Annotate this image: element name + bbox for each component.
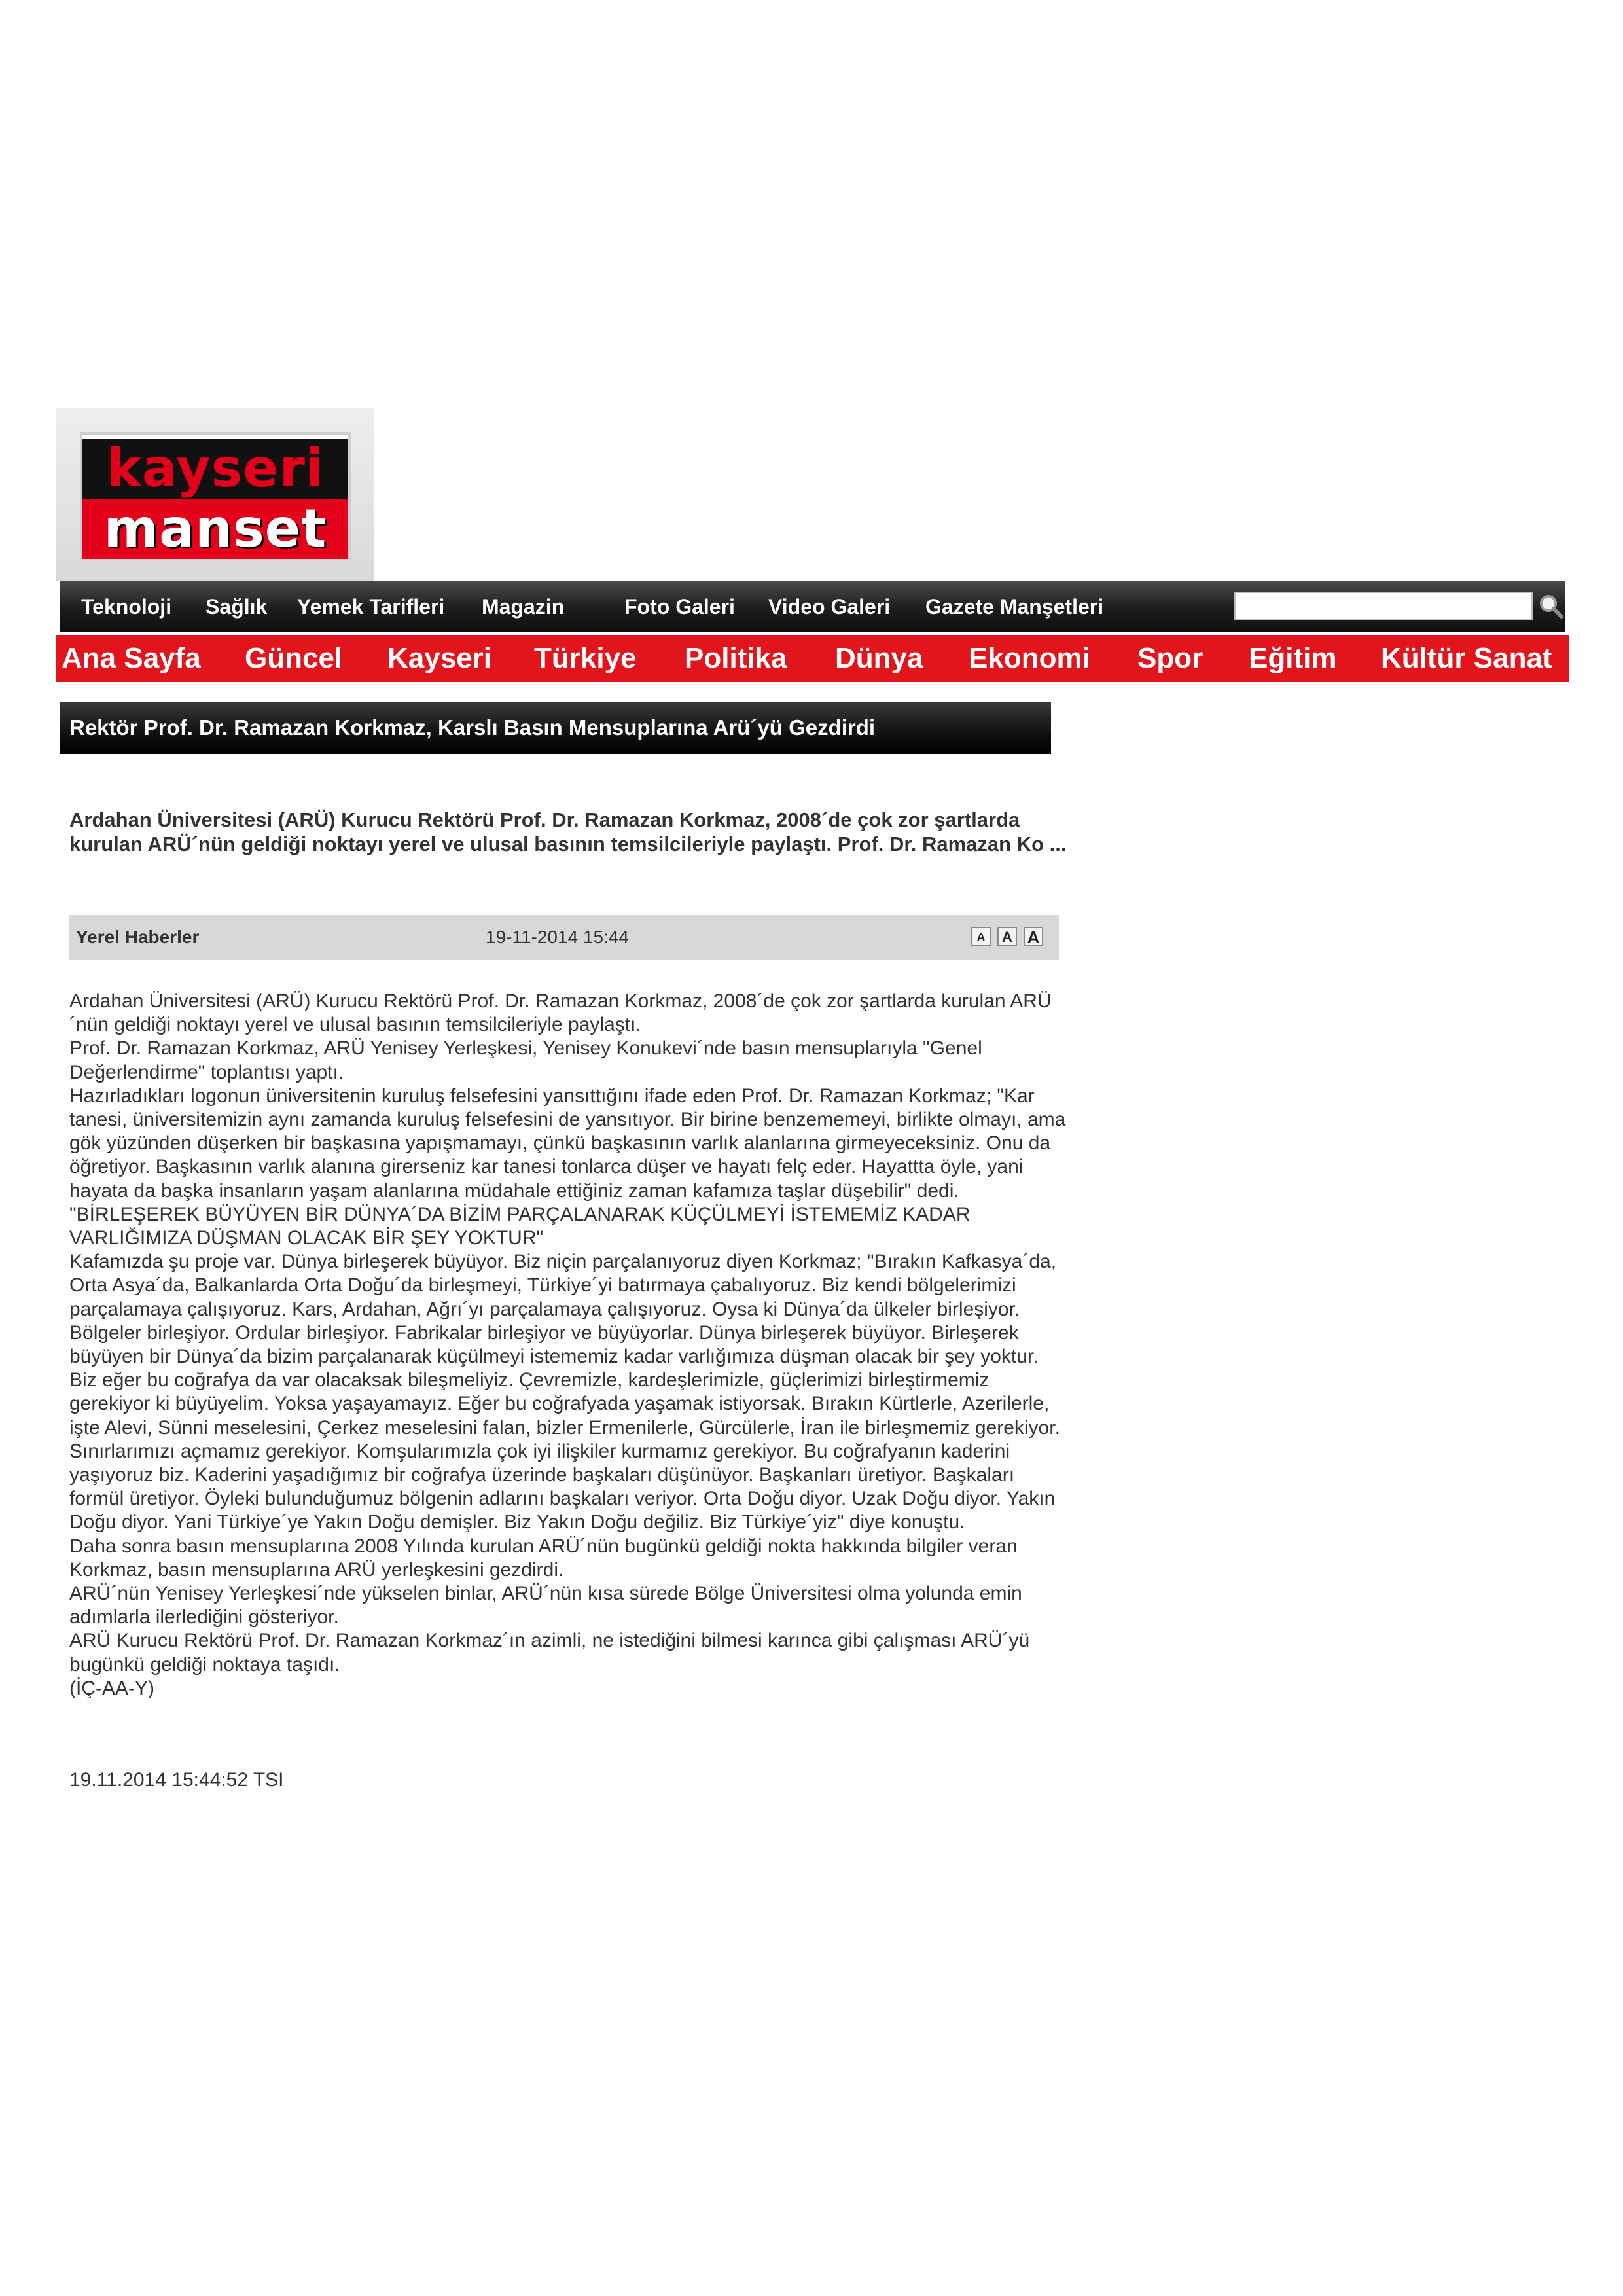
logo-text-manset: manset [103, 498, 327, 559]
article-paragraph: Hazırladıkları logonun üniversitenin kuruluş felsefesini yansıttığını ifade eden Prof. Dr. Ramazan Korkmaz; "Kar tanesi, üniversitemizin aynı zamanda kuruluş felsefesini de yansıtıyor. Bir birine benzememeyi, birlikte olmayı, ama gök yüzünden düşerken bir başkasına yapışmamayı, çünkü başkasının varlık alanlarına girmeyeceksiniz. Onu da öğretiyor. Başkasının varlık alanına girerseniz kar tanesi tonlarca düşer ve hayatı felç eder. Hayattta öyle, yani hayata da başka insanların yaşam alanlarına müdahale ettiğiniz zaman kafamıza taşlar düşebilir" dedi. [69, 1085, 1066, 1202]
top-nav-item-video-galeri[interactable]: Video Galeri [768, 595, 891, 619]
article-paragraph: "BİRLEŞEREK BÜYÜYEN BİR DÜNYA´DA BİZİM PARÇALANARAK KÜÇÜLMEYİ İSTEMEMİZ KADAR VARLIĞIMIZA DÜŞMAN OLACAK BİR ŞEY YOKTUR" [69, 1203, 971, 1249]
article-paragraph: Kafamızda şu proje var. Dünya birleşerek büyüyor. Biz niçin parçalanıyoruz diyen Korkmaz; "Bırakın Kafkasya´da, Orta Asya´da, Balkanlarda Orta Doğu´da birleşmeyi, Türkiye´yi batırmaya çabalıyoruz. Biz kendi bölgelerimizi parçalamaya çalışıyoruz. Kars, Ardahan, Ağrı´yı parçalamaya çalışıyoruz. Oysa ki Dünya´da ülkeler birleşiyor. Bölgeler birleşiyor. Ordular birleşiyor. Fabrikalar birleşiyor ve büyüyorlar. Dünya birleşerek büyüyor. Birleşerek büyüyen bir Dünya´da bizim parçalanarak küçülmeyi istememiz kadar varlığımıza düşman olacak bir şey yoktur. Biz eğer bu coğrafya da var olacaksak bileşmeliyiz. Çevremizle, kardeşlerimizle, güçlerimizi birleştirmemiz gerekiyor ki büyüyelim. Yoksa yaşayamayız. Eğer bu coğrafyada yaşamak istiyorsak. Bırakın Kürtlerle, Azerilerle, işte Alevi, Sünni meselesini, Çerkez meselesini falan, bizler Ermenilerle, Gürcülerle, İran ile birleşmemiz gerekiyor. Sınırlarımızı açmamız gerekiyor. Komşularımızla çok iyi ilişkiler kurmamız gerekiyor. Bu coğrafyanın kaderini yaşıyoruz biz. Kaderini yaşadığımız bir coğrafya üzerinde başkaları düşünüyor. Başkanları üretiyor. Başkaları formül üretiyor. Öyleki bulunduğumuz bölgenin adlarını başkaları veriyor. Orta Doğu diyor. Uzak Doğu diyor. Yakın Doğu diyor. Yani Türkiye´ye Yakın Doğu demişler. Biz Yakın Doğu değiliz. Biz Türkiye´yiz" diye konuştu. [69, 1251, 1060, 1534]
article-paragraph: Daha sonra basın mensuplarına 2008 Yılında kurulan ARÜ´nün bugünkü geldiği nokta hakkında bilgiler veran Korkmaz, basın mensuplarına ARÜ yerleşkesini gezdirdi. [69, 1535, 1018, 1581]
main-nav-item-kultur-sanat[interactable]: Kültür Sanat [1381, 642, 1552, 674]
main-nav-item-turkiye[interactable]: Türkiye [534, 642, 637, 674]
top-nav-item-teknoloji[interactable]: Teknoloji [81, 595, 172, 619]
article-date: 19-11-2014 15:44 [486, 927, 629, 947]
main-nav-item-politika[interactable]: Politika [685, 642, 787, 674]
logo-word-manset [82, 499, 348, 559]
logo-frame [80, 432, 351, 560]
font-size-medium-button[interactable]: A [997, 927, 1017, 946]
site-logo[interactable] [56, 408, 374, 581]
top-nav-item-saglik[interactable]: Sağlık [205, 595, 268, 619]
search-input[interactable] [1234, 592, 1533, 620]
article-paragraph: Ardahan Üniversitesi (ARÜ) Kurucu Rektörü Prof. Dr. Ramazan Korkmaz, 2008´de çok zor şartlarda kurulan ARÜ´nün geldiği noktayı yerel ve ulusal basının temsilcileriyle paylaştı. [69, 990, 1052, 1036]
font-size-large-button[interactable]: A [1024, 927, 1043, 946]
main-nav-item-dunya[interactable]: Dünya [835, 642, 923, 674]
top-nav-item-magazin[interactable]: Magazin [482, 595, 565, 619]
main-nav-item-spor[interactable]: Spor [1137, 642, 1204, 674]
top-nav [60, 581, 1565, 632]
main-nav-item-ana-sayfa[interactable]: Ana Sayfa [62, 642, 201, 674]
headline-bar [60, 702, 1051, 754]
font-size-small-button[interactable]: A [971, 927, 991, 946]
article-paragraph: ARÜ´nün Yenisey Yerleşkesi´nde yükselen binlar, ARÜ´nün kısa sürede Bölge Üniversitesi olma yolunda emin adımlarla ilerlediğini gösteriyor. [69, 1583, 1022, 1628]
article-timestamp: 19.11.2014 15:44:52 TSI [69, 1769, 284, 1791]
article-category[interactable]: Yerel Haberler [76, 927, 200, 947]
main-nav-item-kayseri[interactable]: Kayseri [387, 642, 492, 674]
top-nav-item-gazete-mansetleri[interactable]: Gazete Manşetleri [925, 595, 1104, 619]
logo-text-kayseri: kayseri [106, 438, 325, 499]
main-nav [56, 635, 1569, 682]
top-nav-item-yemek-tarifleri[interactable]: Yemek Tarifleri [297, 595, 445, 619]
main-nav-item-egitim[interactable]: Eğitim [1249, 642, 1337, 674]
article-body [69, 990, 1071, 1700]
top-nav-item-foto-galeri[interactable]: Foto Galeri [624, 595, 735, 619]
article-paragraph: Prof. Dr. Ramazan Korkmaz, ARÜ Yenisey Yerleşkesi, Yenisey Konukevi´nde basın mensuplarıyla "Genel Değerlendirme" toplantısı yaptı. [69, 1037, 982, 1083]
main-nav-item-ekonomi[interactable]: Ekonomi [969, 642, 1090, 674]
main-nav-item-guncel[interactable]: Güncel [245, 642, 343, 674]
search-icon[interactable] [1537, 592, 1565, 620]
article-summary: Ardahan Üniversitesi (ARÜ) Kurucu Rektörü Prof. Dr. Ramazan Korkmaz, 2008´de çok zor şartlarda kurulan ARÜ´nün geldiği noktayı yerel ve ulusal basının temsilcileriyle paylaştı. Prof. Dr. Ramazan Ko ... [69, 808, 1067, 855]
logo-word-kayseri [82, 439, 348, 499]
article-meta-bar [69, 915, 1059, 960]
article-paragraph: (İÇ-AA-Y) [69, 1677, 154, 1699]
article-paragraph: ARÜ Kurucu Rektörü Prof. Dr. Ramazan Korkmaz´ın azimli, ne istediğini bilmesi karınca gibi çalışması ARÜ´yü bugünkü geldiği noktaya taşıdı. [69, 1630, 1030, 1676]
article-headline: Rektör Prof. Dr. Ramazan Korkmaz, Karslı Basın Mensuplarına Arü´yü Gezdirdi [69, 715, 876, 740]
